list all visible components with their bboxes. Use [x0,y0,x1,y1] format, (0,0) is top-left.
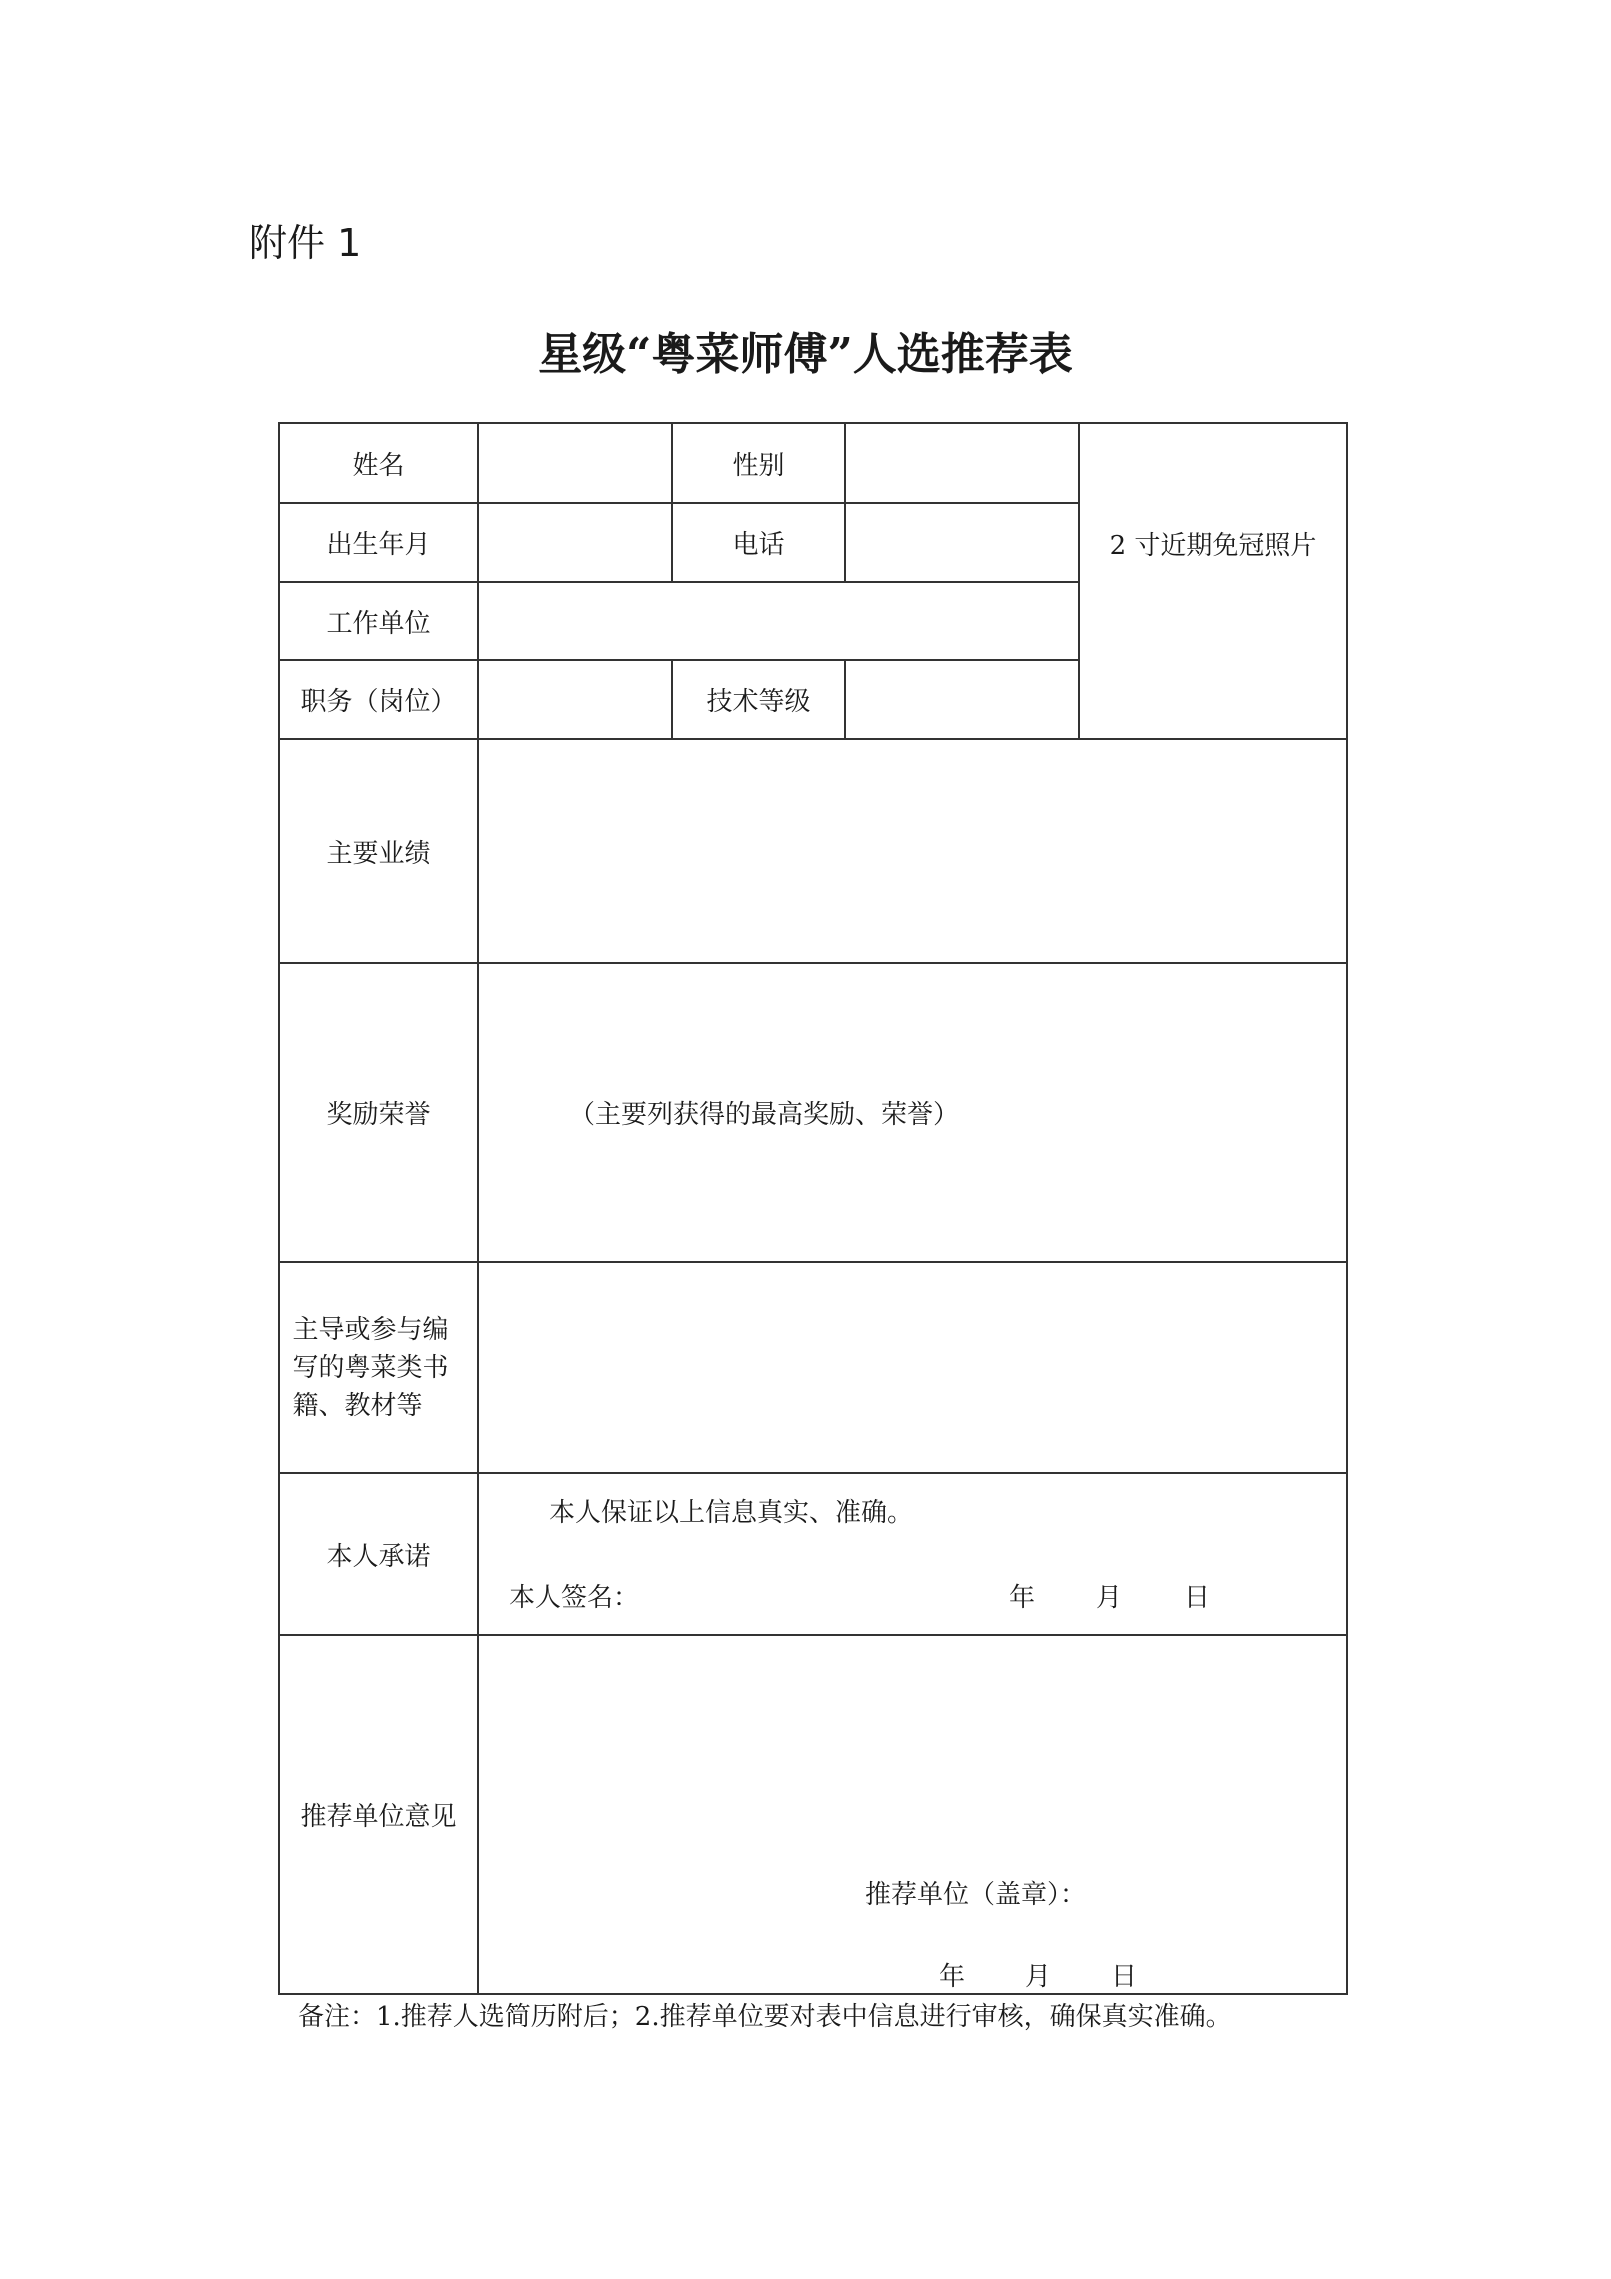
field-achievements[interactable] [478,739,1347,963]
opinion-month: 月 [1025,1962,1052,1992]
field-tech-level[interactable] [845,660,1079,739]
label-position: 职务（岗位） [279,660,478,739]
page-title: 星级“粤菜师傅”人选推荐表 [538,329,1073,380]
footnote: 备注：1.推荐人选简历附后；2.推荐单位要对表中信息进行审核，确保真实准确。 [298,2002,1232,2032]
pledge-cell [478,1473,1347,1635]
field-birth[interactable] [478,503,672,582]
recommendation-form [278,422,1348,1995]
photo-box[interactable] [1079,423,1347,739]
signature-label: 本人签名： [509,1583,640,1613]
opinion-year: 年 [939,1962,966,1992]
field-awards[interactable] [478,963,1347,1262]
annex-label: 附件 1 [249,221,362,265]
label-tech-level: 技术等级 [672,660,845,739]
photo-label: 2 寸近期免冠照片 [1109,530,1317,561]
pledge-day: 日 [1184,1583,1211,1613]
field-name[interactable] [478,423,672,503]
label-books-text: 主导或参与编写的粤菜类书籍、教材等 [292,1314,449,1421]
label-achievements: 主要业绩 [279,739,478,963]
opinion-cell[interactable] [478,1635,1347,1994]
label-birth: 出生年月 [279,503,478,582]
field-position[interactable] [478,660,672,739]
opinion-day: 日 [1111,1962,1138,1992]
pledge-year: 年 [1009,1583,1036,1613]
pledge-text: 本人保证以上信息真实、准确。 [549,1498,914,1528]
label-employer: 工作单位 [279,582,478,660]
field-phone[interactable] [845,503,1079,582]
label-opinion: 推荐单位意见 [279,1635,478,1994]
label-gender: 性别 [672,423,845,503]
label-phone: 电话 [672,503,845,582]
label-name: 姓名 [279,423,478,503]
field-books[interactable] [478,1262,1347,1473]
field-employer[interactable] [478,582,1079,660]
field-gender[interactable] [845,423,1079,503]
stamp-label: 推荐单位（盖章）： [865,1880,1087,1910]
awards-hint: （主要列获得的最高奖励、荣誉） [569,1100,960,1130]
label-books [279,1262,478,1473]
label-awards: 奖励荣誉 [279,963,478,1262]
label-pledge: 本人承诺 [279,1473,478,1635]
pledge-month: 月 [1096,1583,1123,1613]
